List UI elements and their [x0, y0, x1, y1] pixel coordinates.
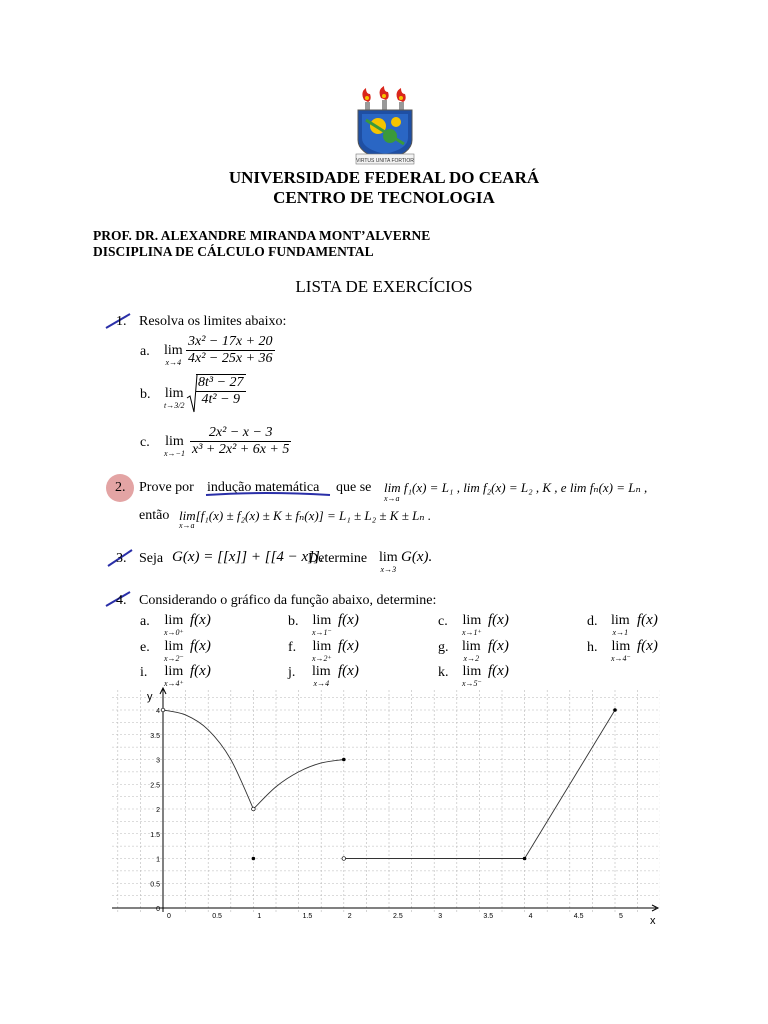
q4-item-expression: f(x) — [637, 612, 658, 628]
x-tick-label: 0 — [167, 913, 171, 920]
q4-item-expression: f(x) — [488, 663, 509, 679]
q2-text-a: Prove por — [139, 480, 194, 495]
y-tick-label: 0.5 — [150, 881, 160, 889]
q4-item-sub: x→0⁺ — [164, 628, 184, 637]
q1c-numerator: 2x² − x − 3 — [208, 425, 273, 440]
q1a-sub: x→4 — [165, 358, 182, 367]
q4-item-sub: x→5⁻ — [462, 679, 482, 688]
q4-item-lim: lim x→1⁺ — [462, 613, 482, 637]
open-point — [252, 807, 256, 811]
q4-item-sub: x→4 — [313, 679, 330, 688]
q4-item-label: b. — [288, 614, 299, 629]
y-tick-label: 4 — [156, 708, 160, 715]
q4-item-expression: f(x) — [338, 638, 359, 654]
q1c-lim: lim x→−1 — [164, 434, 185, 458]
q4-item-expression: f(x) — [190, 663, 211, 679]
q4-item-lim: lim x→2 — [462, 639, 481, 663]
q4-item-lim: lim x→4 — [312, 664, 331, 688]
list-title: LISTA DE EXERCÍCIOS — [295, 277, 473, 296]
q4-item-sub: x→4⁻ — [611, 654, 631, 663]
x-tick-label: 3 — [438, 913, 443, 920]
university-name: UNIVERSIDADE FEDERAL DO CEARÁ — [228, 168, 540, 187]
q3-lim: lim x→3 — [379, 550, 398, 574]
q4-item-label: c. — [438, 614, 448, 629]
q4-number: 4. — [116, 593, 127, 608]
y-tick-label: 2.5 — [150, 782, 160, 790]
x-tick-label: 2.5 — [393, 913, 403, 920]
q2-hypothesis: lim f₁(x) = L₁ , lim f₂(x) = L₂ , K , e lim fₙ(x) = Lₙ , — [384, 480, 648, 495]
open-point — [342, 857, 346, 861]
q4-item-expression: f(x) — [488, 612, 509, 628]
q4-item-sub: x→4⁺ — [164, 679, 184, 688]
q1-number: 1. — [116, 314, 127, 329]
center-name: CENTRO DE TECNOLOGIA — [273, 188, 495, 207]
x-tick-label: 4 — [528, 913, 533, 920]
q4-item-label: e. — [140, 640, 150, 655]
y-axis-label: y — [147, 691, 153, 703]
q1c-denominator: x³ + 2x² + 6x + 5 — [192, 442, 290, 457]
q1b-lim: lim t→3/2 — [164, 386, 185, 410]
q1c-fraction — [190, 425, 291, 458]
q1b-sub: t→3/2 — [164, 401, 185, 410]
y-tick-label: 3.5 — [150, 732, 160, 740]
q2-sub-2: x→a — [179, 521, 195, 530]
discipline-name: DISCIPLINA DE CÁLCULO FUNDAMENTAL — [93, 244, 374, 259]
q4-item-label: g. — [438, 640, 449, 655]
q3-text-b: Determine — [308, 551, 368, 566]
q4-text: Considerando o gráfico da função abaixo, determine: — [139, 593, 437, 608]
q4-item-expression: f(x) — [338, 612, 359, 628]
q3-number: 3. — [116, 551, 127, 566]
q4-item-lim: lim x→0⁺ — [164, 613, 184, 637]
q1a-numerator: 3x² − 17x + 20 — [188, 334, 273, 349]
q4-item-sub: x→2 — [463, 654, 480, 663]
x-tick-label: 0.5 — [212, 913, 222, 920]
ufc-logo — [354, 86, 416, 166]
x-tick-label: 1.5 — [302, 913, 313, 920]
q4-item-lim: lim x→4⁻ — [611, 639, 631, 663]
q4-item-lim: lim x→1⁻ — [312, 613, 332, 637]
x-tick-label: 3.5 — [483, 913, 494, 920]
underline-mark — [204, 490, 334, 498]
q1a-label: a. — [140, 344, 150, 359]
q4-item-expression: f(x) — [338, 663, 359, 679]
q4-item-sub: x→2⁺ — [312, 654, 332, 663]
q4-item-sub: x→1⁻ — [312, 628, 332, 637]
q1a-fraction — [186, 334, 275, 367]
q3-text-a: Seja — [139, 551, 164, 566]
filled-point — [523, 857, 527, 861]
q1a-lim: lim x→4 — [164, 343, 183, 367]
q3-lim-expression: G(x). — [401, 549, 433, 565]
function-graph — [112, 686, 660, 924]
q1c-label: c. — [140, 435, 150, 450]
q1a-denominator: 4x² − 25x + 36 — [188, 351, 273, 366]
q4-item-sub: x→2⁻ — [164, 654, 184, 663]
q4-item-lim: lim x→5⁻ — [462, 664, 482, 688]
professor-name: PROF. DR. ALEXANDRE MIRANDA MONT’ALVERNE — [93, 228, 431, 243]
q3-expression: G(x) = [[x]] + [[4 − x]]. — [172, 549, 324, 565]
q4-item-lim: lim x→2⁺ — [312, 639, 332, 663]
q4-item-lim: lim x→4⁺ — [164, 664, 184, 688]
motto-text: VIRTUS UNITA FORTIOR — [356, 158, 414, 164]
q4-item-lim: lim x→2⁻ — [164, 639, 184, 663]
open-point — [161, 708, 165, 712]
q4-item-expression: f(x) — [637, 638, 658, 654]
q1b-fraction — [196, 374, 246, 408]
q2-sub-1: x→a — [384, 494, 400, 503]
x-axis-label: x — [650, 915, 656, 924]
q4-item-label: h. — [587, 640, 598, 655]
filled-point — [342, 758, 346, 762]
filled-point — [252, 857, 256, 861]
q4-item-sub: x→1⁺ — [462, 628, 482, 637]
q4-item-lim: lim x→1 — [611, 613, 630, 637]
q1b-denominator: 4t² − 9 — [196, 391, 246, 408]
q1b-label: b. — [140, 387, 151, 402]
x-tick-label: 5 — [619, 913, 623, 920]
q4-item-label: j. — [288, 665, 296, 680]
q4-item-label: f. — [288, 640, 297, 655]
y-tick-label: 2 — [156, 807, 160, 814]
y-tick-label: 0 — [156, 906, 160, 913]
q4-item-expression: f(x) — [190, 638, 211, 654]
y-tick-label: 1.5 — [150, 831, 160, 839]
q2-then: então — [139, 508, 170, 523]
filled-point — [613, 708, 617, 712]
y-tick-label: 3 — [156, 757, 160, 765]
q4-item-label: d. — [587, 614, 598, 629]
y-tick-label: 1 — [156, 856, 160, 864]
q4-item-label: a. — [140, 614, 150, 629]
torch-flames — [362, 86, 405, 110]
q2-underlined: indução matemática — [207, 480, 320, 495]
q1b-numerator: 8t³ − 27 — [198, 375, 244, 390]
q4-item-expression: f(x) — [190, 612, 211, 628]
x-tick-label: 1 — [257, 913, 262, 920]
q2-text-b: que se — [336, 480, 372, 495]
q1c-sub: x→−1 — [164, 449, 185, 458]
q1-text: Resolva os limites abaixo: — [139, 314, 287, 329]
x-tick-label: 2 — [347, 913, 352, 920]
q3-sub: x→3 — [380, 565, 397, 574]
x-tick-label: 4.5 — [573, 913, 584, 920]
q2-conclusion: lim[f₁(x) ± f₂(x) ± K ± fₙ(x)] = L₁ ± L₂ ± K ± Lₙ . — [179, 508, 432, 523]
q4-item-label: k. — [438, 665, 449, 680]
q2-number: 2. — [115, 480, 126, 495]
q4-item-label: i. — [140, 665, 148, 680]
q4-item-sub: x→1 — [612, 628, 629, 637]
q4-item-expression: f(x) — [488, 638, 509, 654]
